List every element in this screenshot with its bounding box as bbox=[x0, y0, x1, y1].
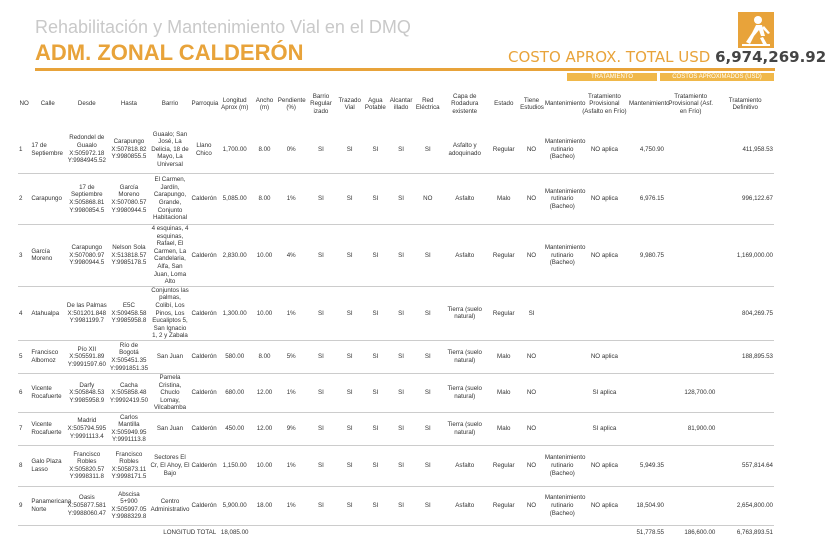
col-header: Tratamiento Provisional (Asf. en Frío) bbox=[668, 92, 714, 115]
cell-alcantarillado: SI bbox=[388, 286, 415, 340]
cell-estado: Regular bbox=[488, 126, 519, 174]
cell-no: 8 bbox=[18, 445, 30, 486]
col-header: Pendiente (%) bbox=[277, 96, 306, 111]
col-header: Ancho (m) bbox=[255, 96, 274, 111]
cell-alcantarillado: SI bbox=[388, 340, 415, 373]
cell-mant: Mantenimiento rutinario (Bacheo) bbox=[544, 445, 581, 486]
col-header: Trazado Vial bbox=[338, 96, 361, 111]
cell-ancho: 8.00 bbox=[252, 340, 277, 373]
cell-hasta: García Moreno X:507080.57 Y:9980944.5 bbox=[108, 174, 149, 225]
cell-parroquia: Calderón bbox=[191, 445, 218, 486]
cell-ancho: 10.00 bbox=[252, 445, 277, 486]
cell-ancho: 12.00 bbox=[252, 373, 277, 412]
cell-calle: Panamericana Norte bbox=[30, 486, 65, 525]
cell-estudios: SI bbox=[519, 286, 544, 340]
cell-c-trat-def: 188,895.53 bbox=[716, 340, 774, 373]
cell-regularizado: SI bbox=[306, 225, 337, 287]
cell-alcantarillado: SI bbox=[388, 412, 415, 445]
col-header: Barrio Regular izado bbox=[310, 92, 332, 115]
cell-c-trat-prov: 81,900.00 bbox=[665, 412, 716, 445]
cell-ancho: 10.00 bbox=[252, 225, 277, 287]
cell-desde: Oasis X:505877.581 Y:9988060.47 bbox=[65, 486, 108, 525]
cell-capa: Asfalto bbox=[441, 486, 488, 525]
cell-parroquia: Calderón bbox=[191, 373, 218, 412]
cell-desde: 17 de Septiembre X:505868.81 Y:9980854.5 bbox=[65, 174, 108, 225]
col-header: Parroquia bbox=[191, 100, 219, 108]
cell-regularizado: SI bbox=[306, 340, 337, 373]
cell-trat-prov: SI aplica bbox=[581, 373, 628, 412]
cell-estudios: NO bbox=[519, 486, 544, 525]
cell-mant: Mantenimiento rutinario (Bacheo) bbox=[544, 174, 581, 225]
cell-longitud: 450.00 bbox=[217, 412, 252, 445]
cell-agua: SI bbox=[363, 340, 388, 373]
cell-trazado: SI bbox=[336, 486, 363, 525]
cell-parroquia: Calderón bbox=[191, 286, 218, 340]
cell-capa: Asfalto bbox=[441, 445, 488, 486]
cell-alcantarillado: SI bbox=[388, 373, 415, 412]
cell-mant: Mantenimiento rutinario (Bacheo) bbox=[544, 225, 581, 287]
cell-mant bbox=[544, 286, 581, 340]
cell-barrio: 4 esquinas, 4 esquinas, Rafael, El Carmen, La Candelaria, Alfa, San Juan, Loma Alto bbox=[149, 225, 190, 287]
cell-red: SI bbox=[414, 412, 441, 445]
cell-c-mant bbox=[628, 373, 665, 412]
cell-mant bbox=[544, 340, 581, 373]
cell-c-mant: 6,976.15 bbox=[628, 174, 665, 225]
cell-c-mant: 5,949.35 bbox=[628, 445, 665, 486]
cell-ancho: 8.00 bbox=[252, 174, 277, 225]
cell-estado: Malo bbox=[488, 373, 519, 412]
cell-alcantarillado: SI bbox=[388, 225, 415, 287]
cell-estudios: NO bbox=[519, 174, 544, 225]
cell-mant: Mantenimiento rutinario (Bacheo) bbox=[544, 486, 581, 525]
cell-no: 9 bbox=[18, 486, 30, 525]
cell-c-mant bbox=[628, 340, 665, 373]
total-cost-trat-def: 6,763,893.51 bbox=[716, 525, 774, 540]
cell-c-trat-prov bbox=[665, 445, 716, 486]
cell-c-trat-prov bbox=[665, 286, 716, 340]
col-header: Red Eléctrica bbox=[415, 96, 440, 111]
cell-mant: Mantenimiento rutinario (Bacheo) bbox=[544, 126, 581, 174]
cell-c-mant: 9,980.75 bbox=[628, 225, 665, 287]
cell-calle: 17 de Septiembre bbox=[30, 126, 65, 174]
table-row bbox=[18, 340, 774, 373]
cell-c-trat-prov: 128,700.00 bbox=[665, 373, 716, 412]
table-row bbox=[18, 412, 774, 445]
cell-ancho: 18.00 bbox=[252, 486, 277, 525]
cell-hasta: Nelson Sola X:513818.57 Y:9985178.5 bbox=[108, 225, 149, 287]
cell-regularizado: SI bbox=[306, 373, 337, 412]
roads-table bbox=[18, 82, 774, 540]
cell-parroquia: Calderón bbox=[191, 486, 218, 525]
cell-trazado: SI bbox=[336, 225, 363, 287]
total-length: 18,085.00 bbox=[217, 525, 252, 540]
cell-capa: Tierra (suelo natural) bbox=[441, 373, 488, 412]
cell-estudios: NO bbox=[519, 412, 544, 445]
cell-estado: Regular bbox=[488, 445, 519, 486]
cell-capa: Tierra (suelo natural) bbox=[441, 412, 488, 445]
cell-trat-prov: NO aplica bbox=[581, 340, 628, 373]
cell-ancho: 12.00 bbox=[252, 412, 277, 445]
cell-pendiente: 9% bbox=[277, 412, 306, 445]
cell-no: 4 bbox=[18, 286, 30, 340]
cell-longitud: 1,150.00 bbox=[217, 445, 252, 486]
cell-agua: SI bbox=[363, 225, 388, 287]
cell-red: SI bbox=[414, 225, 441, 287]
cell-no: 3 bbox=[18, 225, 30, 287]
cell-parroquia: Calderón bbox=[191, 174, 218, 225]
cell-alcantarillado: SI bbox=[388, 174, 415, 225]
cell-calle: Vicente Rocafuerte bbox=[30, 373, 65, 412]
cell-parroquia: Calderón bbox=[191, 225, 218, 287]
col-header: Tratamiento Definitivo bbox=[728, 96, 762, 111]
cell-c-trat-def: 1,169,000.00 bbox=[716, 225, 774, 287]
col-header: Capa de Rodadura existente bbox=[451, 92, 479, 115]
cell-longitud: 680.00 bbox=[217, 373, 252, 412]
cell-estudios: NO bbox=[519, 126, 544, 174]
cell-agua: SI bbox=[363, 286, 388, 340]
cell-red: SI bbox=[414, 486, 441, 525]
cell-red: NO bbox=[414, 174, 441, 225]
cell-estado: Regular bbox=[488, 225, 519, 287]
cell-mant bbox=[544, 373, 581, 412]
cell-capa: Asfalto bbox=[441, 174, 488, 225]
cell-no: 6 bbox=[18, 373, 30, 412]
cell-pendiente: 1% bbox=[277, 286, 306, 340]
cell-parroquia: Llano Chico bbox=[191, 126, 218, 174]
cell-red: SI bbox=[414, 340, 441, 373]
cell-trazado: SI bbox=[336, 373, 363, 412]
cell-trazado: SI bbox=[336, 126, 363, 174]
cell-c-trat-prov bbox=[665, 126, 716, 174]
col-header: Desde bbox=[77, 100, 96, 108]
cell-barrio: San Juan bbox=[149, 412, 190, 445]
cell-hasta: E5C X:509458.58 Y:9985958.8 bbox=[108, 286, 149, 340]
total-cost-trat-prov: 186,600.00 bbox=[665, 525, 716, 540]
col-header: Tiene Estudios bbox=[520, 96, 544, 111]
cell-barrio: El Carmen, Jardín, Carapungo, Grande, Conjunto Habitacional bbox=[149, 174, 190, 225]
cell-trat-prov: NO aplica bbox=[581, 174, 628, 225]
cell-c-trat-def: 804,269.75 bbox=[716, 286, 774, 340]
cell-calle: Galo Plaza Lasso bbox=[30, 445, 65, 486]
group-costos: COSTOS APROXIMADOS (USD) bbox=[660, 73, 774, 81]
cell-trazado: SI bbox=[336, 174, 363, 225]
cell-longitud: 5,085.00 bbox=[217, 174, 252, 225]
cell-longitud: 5,900.00 bbox=[217, 486, 252, 525]
cell-barrio: Guaalo; San José, La Delicia, 18 de Mayo, La Universal bbox=[149, 126, 190, 174]
cell-regularizado: SI bbox=[306, 412, 337, 445]
header-accent-bar bbox=[35, 68, 775, 71]
cell-trazado: SI bbox=[336, 286, 363, 340]
cell-trat-prov: NO aplica bbox=[581, 126, 628, 174]
cell-agua: SI bbox=[363, 445, 388, 486]
cell-capa: Asfalto y adoquinado bbox=[441, 126, 488, 174]
cell-trazado: SI bbox=[336, 412, 363, 445]
page-header bbox=[0, 0, 826, 72]
cell-ancho: 10.00 bbox=[252, 286, 277, 340]
cell-calle: Francisco Albornoz bbox=[30, 340, 65, 373]
cell-estado: Regular bbox=[488, 486, 519, 525]
cell-trat-prov: NO aplica bbox=[581, 225, 628, 287]
cell-desde: Carapungo X:507080.97 Y:9980944.5 bbox=[65, 225, 108, 287]
cell-c-mant: 18,504.90 bbox=[628, 486, 665, 525]
col-header: Hasta bbox=[120, 100, 137, 108]
cell-barrio: Conjuntos las palmas, Colibí, Los Pinos, Los Eucaliptos 5, San Ignacio 1, 2 y Zabala bbox=[151, 286, 189, 340]
cell-desde: De las Palmas X:501201.848 Y:9981199.7 bbox=[65, 286, 108, 340]
cell-c-trat-def: 996,122.67 bbox=[716, 174, 774, 225]
cell-hasta: Carapungo X:507818.82 Y:9980855.5 bbox=[108, 126, 149, 174]
cell-calle: Carapungo bbox=[30, 174, 65, 225]
cell-c-trat-prov bbox=[665, 486, 716, 525]
cell-agua: SI bbox=[363, 126, 388, 174]
cell-pendiente: 0% bbox=[277, 126, 306, 174]
cell-desde: Darfy X:505848.53 Y:9985958.9 bbox=[65, 373, 108, 412]
cell-c-mant: 4,750.90 bbox=[628, 126, 665, 174]
cell-no: 7 bbox=[18, 412, 30, 445]
cell-longitud: 2,830.00 bbox=[217, 225, 252, 287]
cell-hasta: Abscisa 5+900 X:505997.05 Y:9988329.8 bbox=[108, 486, 149, 525]
col-header: Estado bbox=[494, 100, 514, 108]
cell-pendiente: 5% bbox=[277, 340, 306, 373]
cell-barrio: Centro Administrativo bbox=[149, 486, 190, 525]
total-row bbox=[18, 525, 774, 540]
cell-estudios: NO bbox=[519, 445, 544, 486]
cell-hasta: Río de Bogotá X:505451.35 Y:9991851.35 bbox=[109, 341, 149, 372]
table-row bbox=[18, 174, 774, 225]
zone-title: ADM. ZONAL CALDERÓN bbox=[35, 40, 304, 65]
cell-alcantarillado: SI bbox=[388, 486, 415, 525]
cell-c-trat-def: 557,814.64 bbox=[716, 445, 774, 486]
col-header: Barrio bbox=[161, 100, 179, 108]
cell-longitud: 1,700.00 bbox=[217, 126, 252, 174]
cell-c-trat-def: 411,958.53 bbox=[716, 126, 774, 174]
cell-c-trat-prov bbox=[665, 225, 716, 287]
cell-hasta: Cacha X:505858.48 Y:9992419.50 bbox=[108, 373, 149, 412]
cell-trat-prov bbox=[581, 286, 628, 340]
cell-longitud: 1,300.00 bbox=[217, 286, 252, 340]
cell-hasta: Carlos Mantilla X:505949.95 Y:9991113.8 bbox=[108, 412, 149, 445]
cell-estado: Malo bbox=[488, 174, 519, 225]
cell-barrio: Pamela Cristina, Chuclo Lomay, Vilcabamba bbox=[149, 373, 190, 412]
total-cost-label: COSTO APROX. TOTAL USD bbox=[508, 48, 716, 66]
total-cost-value: 6,974,269.92 bbox=[715, 48, 826, 66]
table-header-row bbox=[18, 82, 774, 126]
cell-trat-prov: NO aplica bbox=[581, 445, 628, 486]
col-header: Mantenimiento bbox=[629, 100, 670, 108]
col-header: Longitud Aprox (m) bbox=[221, 96, 249, 111]
cell-estado: Malo bbox=[488, 340, 519, 373]
cell-estado: Regular bbox=[488, 286, 519, 340]
cell-calle: Atahualpa bbox=[30, 286, 65, 340]
table-row bbox=[18, 286, 774, 340]
col-header: Calle bbox=[40, 100, 55, 108]
cell-c-trat-def bbox=[716, 373, 774, 412]
cell-c-mant bbox=[628, 286, 665, 340]
cell-parroquia: Calderón bbox=[191, 412, 218, 445]
cell-pendiente: 4% bbox=[277, 225, 306, 287]
cell-agua: SI bbox=[363, 373, 388, 412]
total-cost bbox=[508, 48, 826, 66]
cell-capa: Tierra (suelo natural) bbox=[441, 286, 488, 340]
cell-trazado: SI bbox=[336, 340, 363, 373]
program-title: Rehabilitación y Mantenimiento Vial en el DMQ bbox=[35, 17, 411, 37]
cell-capa: Asfalto bbox=[441, 225, 488, 287]
cell-alcantarillado: SI bbox=[388, 445, 415, 486]
col-header: Mantenimiento bbox=[544, 100, 586, 108]
col-header: Tratamiento Provisional (Asfalto en Frío) bbox=[582, 92, 627, 115]
cell-c-mant bbox=[628, 412, 665, 445]
cell-estudios: NO bbox=[519, 340, 544, 373]
cell-agua: SI bbox=[363, 486, 388, 525]
cell-c-trat-def: 2,654,800.00 bbox=[716, 486, 774, 525]
cell-longitud: 580.00 bbox=[217, 340, 252, 373]
cell-desde: Francisco Robles X:505820.57 Y:9998311.8 bbox=[65, 445, 108, 486]
cell-desde: Pío XII X:505591.89 Y:9991597.60 bbox=[65, 340, 108, 373]
cell-capa: Tierra (suelo natural) bbox=[441, 340, 488, 373]
cell-calle: García Moreno bbox=[30, 225, 65, 287]
cell-estado: Malo bbox=[488, 412, 519, 445]
cell-c-trat-def bbox=[716, 412, 774, 445]
cell-mant bbox=[544, 412, 581, 445]
cell-no: 2 bbox=[18, 174, 30, 225]
col-header: Agua Potable bbox=[364, 96, 386, 111]
total-cost-mant: 51,778.55 bbox=[628, 525, 665, 540]
cell-parroquia: Calderón bbox=[191, 340, 218, 373]
cell-pendiente: 1% bbox=[277, 486, 306, 525]
cell-pendiente: 1% bbox=[277, 174, 306, 225]
cell-red: SI bbox=[414, 126, 441, 174]
col-header: Alcantar illado bbox=[389, 96, 413, 111]
cell-regularizado: SI bbox=[306, 174, 337, 225]
cell-no: 1 bbox=[18, 126, 30, 174]
cell-desde: Redondel de Guaalo X:505972.18 Y:9984945.52 bbox=[65, 126, 108, 174]
cell-no: 5 bbox=[18, 340, 30, 373]
col-header: NO bbox=[19, 100, 29, 108]
cell-agua: SI bbox=[363, 412, 388, 445]
table-row bbox=[18, 486, 774, 525]
table-row bbox=[18, 225, 774, 287]
cell-regularizado: SI bbox=[306, 486, 337, 525]
table-row bbox=[18, 126, 774, 174]
cell-alcantarillado: SI bbox=[388, 126, 415, 174]
cell-red: SI bbox=[414, 445, 441, 486]
cell-c-trat-prov bbox=[665, 174, 716, 225]
cell-c-trat-prov bbox=[665, 340, 716, 373]
cell-trat-prov: NO aplica bbox=[581, 486, 628, 525]
road-worker-icon bbox=[738, 12, 774, 48]
cell-regularizado: SI bbox=[306, 286, 337, 340]
cell-barrio: Sectores El Cr, El Ahoy, El Bajo bbox=[149, 445, 190, 486]
cell-red: SI bbox=[414, 286, 441, 340]
cell-estudios: NO bbox=[519, 225, 544, 287]
cell-regularizado: SI bbox=[306, 445, 337, 486]
cell-red: SI bbox=[414, 373, 441, 412]
cell-calle: Vicente Rocafuerte bbox=[30, 412, 65, 445]
cell-pendiente: 1% bbox=[277, 373, 306, 412]
cell-desde: Madrid X:505794.595 Y:9991113.4 bbox=[65, 412, 108, 445]
cell-trat-prov: SI aplica bbox=[581, 412, 628, 445]
group-tratamiento: TRATAMIENTO bbox=[567, 73, 657, 81]
cell-hasta: Francisco Robles X:505873.11 Y:9998171.5 bbox=[108, 445, 149, 486]
total-label: LONGITUD TOTAL bbox=[18, 525, 217, 540]
cell-pendiente: 1% bbox=[277, 445, 306, 486]
cell-estudios: NO bbox=[519, 373, 544, 412]
cell-agua: SI bbox=[363, 174, 388, 225]
cell-trazado: SI bbox=[336, 445, 363, 486]
cell-regularizado: SI bbox=[306, 126, 337, 174]
table-row bbox=[18, 445, 774, 486]
table-row bbox=[18, 373, 774, 412]
cell-ancho: 8.00 bbox=[252, 126, 277, 174]
cell-barrio: San Juan bbox=[149, 340, 190, 373]
